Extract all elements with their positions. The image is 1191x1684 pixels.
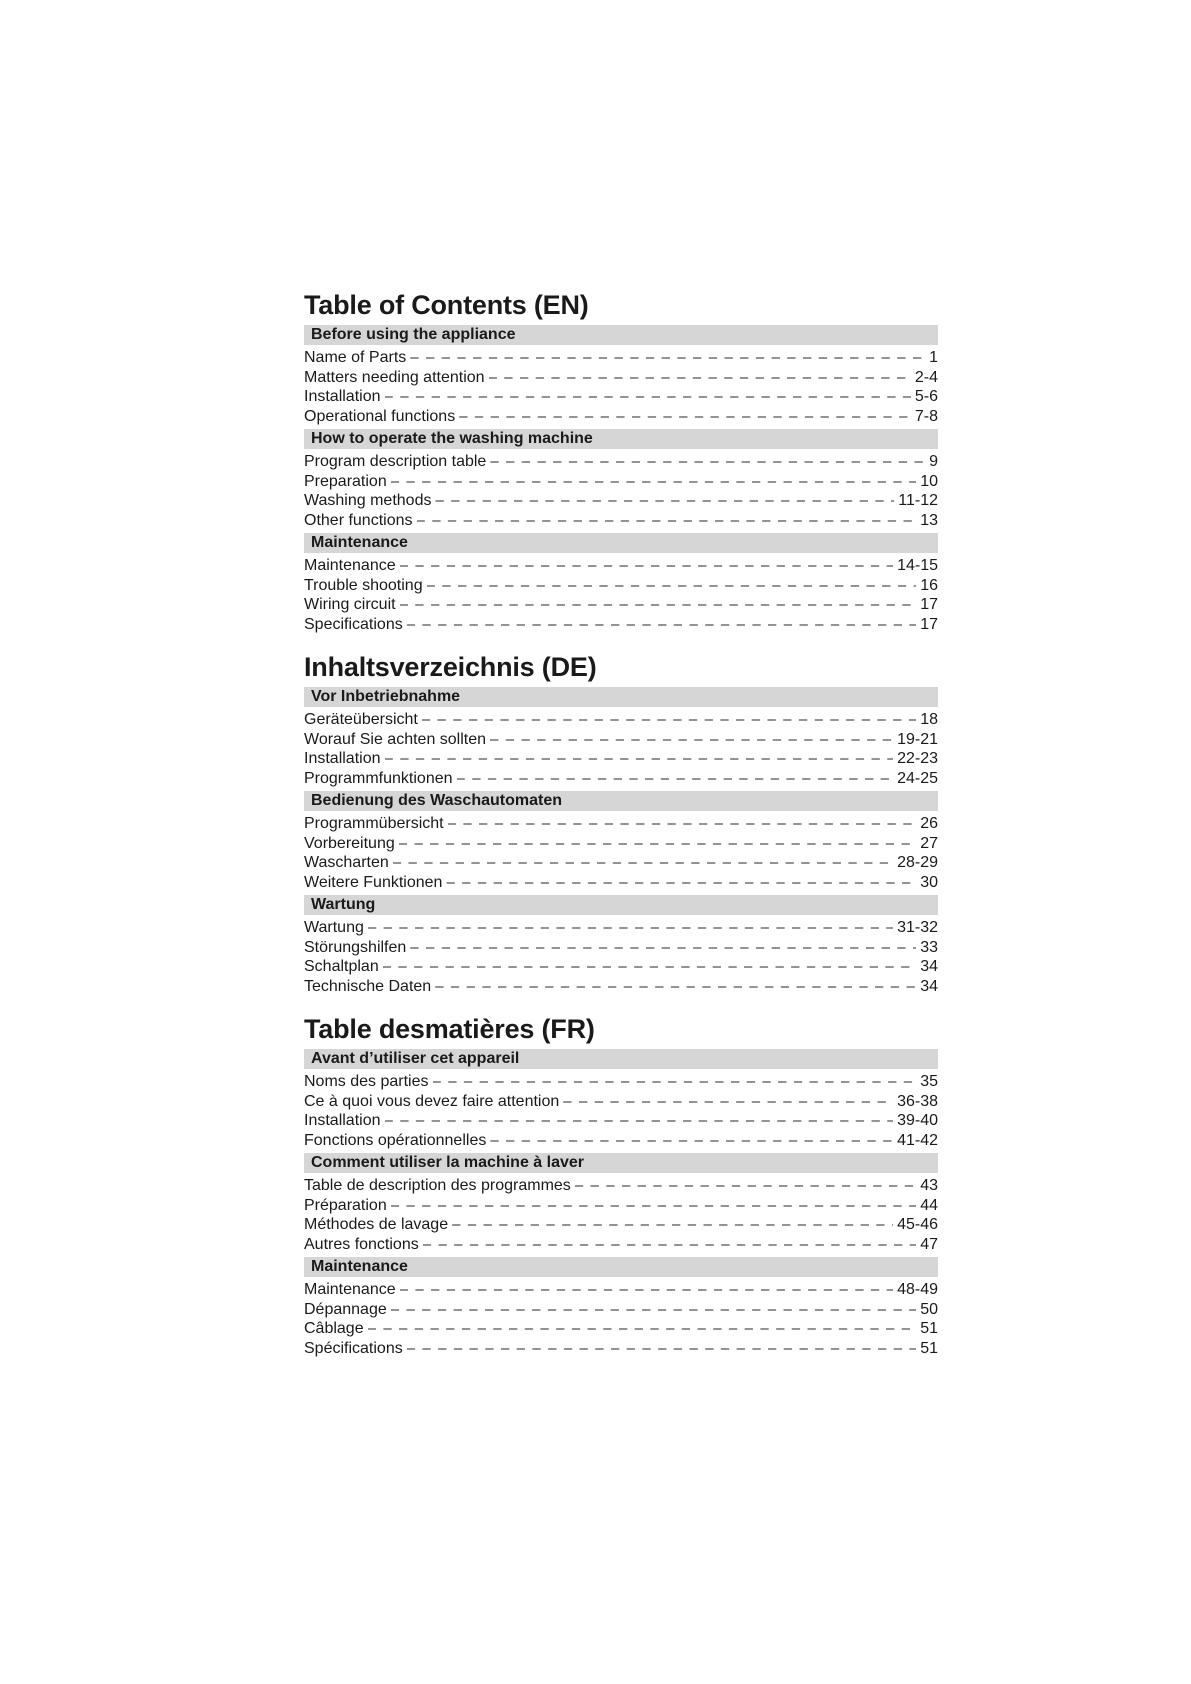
dotted-leader <box>410 348 925 368</box>
toc-title: Table of Contents (EN) <box>304 290 589 320</box>
dotted-leader <box>575 1176 916 1196</box>
entry-label: Installation <box>304 1112 381 1129</box>
entry-page-number: 35 <box>920 1073 938 1090</box>
entry-page-number: 24-25 <box>897 769 938 787</box>
group-header: Comment utiliser la machine à laver <box>304 1153 938 1173</box>
toc-entry[interactable] <box>304 1092 938 1112</box>
toc-title: Inhaltsverzeichnis (DE) <box>304 652 597 682</box>
entry-label: Programmfunktionen <box>304 769 453 787</box>
group-header: Wartung <box>304 895 938 915</box>
dotted-leader <box>490 730 893 750</box>
entry-label: Spécifications <box>304 1339 403 1357</box>
entry-page-number: 43 <box>920 1177 938 1194</box>
entry-label: Wascharten <box>304 854 389 871</box>
entry-label: Other functions <box>304 511 413 529</box>
toc-entry[interactable] <box>304 1280 938 1300</box>
toc-entry[interactable] <box>304 1300 938 1320</box>
dotted-leader <box>459 407 911 427</box>
toc-entry[interactable] <box>304 1111 938 1131</box>
toc-entry[interactable] <box>304 1131 938 1151</box>
entry-label: Câblage <box>304 1320 364 1337</box>
entry-page-number: 17 <box>920 596 938 613</box>
dotted-leader <box>368 1319 917 1339</box>
dotted-leader <box>383 957 916 977</box>
toc-entry[interactable] <box>304 348 938 368</box>
toc-entry[interactable] <box>304 1215 938 1235</box>
entry-label: Méthodes de lavage <box>304 1216 449 1233</box>
entry-label: Schaltplan <box>304 958 379 975</box>
dotted-leader <box>417 511 917 531</box>
entry-label: Dépannage <box>304 1300 387 1318</box>
entry-label: Noms des parties <box>304 1073 429 1090</box>
toc-entry[interactable] <box>304 730 938 750</box>
entry-label: Fonctions opérationnelles <box>304 1131 487 1149</box>
toc-title: Table desmatières (FR) <box>304 1014 595 1044</box>
entry-list <box>304 710 938 788</box>
entry-label: Autres fonctions <box>304 1235 419 1253</box>
entry-list <box>304 918 938 996</box>
entry-list <box>304 1280 938 1358</box>
entry-page-number: 7-8 <box>914 407 938 425</box>
toc-entry[interactable] <box>304 407 938 427</box>
entry-label: Maintenance <box>304 1281 396 1298</box>
entry-label: Washing methods <box>304 492 432 509</box>
entry-label: Préparation <box>304 1196 387 1214</box>
toc-entry[interactable] <box>304 387 938 407</box>
toc-section-en <box>304 288 938 634</box>
entry-page-number: 31-32 <box>897 919 938 936</box>
entry-label: Worauf Sie achten sollten <box>304 730 487 748</box>
group-header: Vor Inbetriebnahme <box>304 687 938 707</box>
dotted-leader <box>393 853 893 873</box>
entry-page-number: 45-46 <box>897 1216 938 1233</box>
entry-page-number: 14-15 <box>897 557 938 574</box>
toc-entry[interactable] <box>304 1196 938 1216</box>
entry-page-number: 10 <box>920 472 938 490</box>
entry-page-number: 17 <box>920 615 938 633</box>
dotted-leader <box>385 1111 894 1131</box>
dotted-leader <box>410 938 916 958</box>
toc-entry[interactable] <box>304 977 938 997</box>
entry-label: Installation <box>304 750 381 767</box>
entry-label: Operational functions <box>304 407 456 425</box>
dotted-leader <box>407 1339 916 1359</box>
toc-entry[interactable] <box>304 749 938 769</box>
group-header: Bedienung des Waschautomaten <box>304 791 938 811</box>
entry-label: Preparation <box>304 472 387 490</box>
toc-entry[interactable] <box>304 853 938 873</box>
entry-page-number: 16 <box>920 576 938 594</box>
entry-page-number: 34 <box>920 977 938 995</box>
entry-page-number: 33 <box>920 938 938 956</box>
toc-entry[interactable] <box>304 368 938 388</box>
group-header: How to operate the washing machine <box>304 429 938 449</box>
dotted-leader <box>368 918 893 938</box>
entry-list <box>304 452 938 530</box>
entry-label: Matters needing attention <box>304 368 485 386</box>
entry-label: Geräteübersicht <box>304 711 418 728</box>
entry-label: Program description table <box>304 453 487 470</box>
group-header: Before using the appliance <box>304 325 938 345</box>
toc-entry[interactable] <box>304 769 938 789</box>
entry-page-number: 50 <box>920 1300 938 1318</box>
toc-entry[interactable] <box>304 957 938 977</box>
entry-page-number: 13 <box>920 511 938 529</box>
entry-page-number: 2-4 <box>914 368 938 386</box>
toc-entry[interactable] <box>304 556 938 576</box>
dotted-leader <box>385 749 894 769</box>
entry-label: Installation <box>304 388 381 405</box>
table-of-contents <box>304 288 938 1358</box>
entry-label: Technische Daten <box>304 977 432 995</box>
toc-entry[interactable] <box>304 472 938 492</box>
dotted-leader <box>391 1196 916 1216</box>
entry-list <box>304 1176 938 1254</box>
entry-page-number: 34 <box>920 958 938 975</box>
entry-list <box>304 814 938 892</box>
dotted-leader <box>448 814 917 834</box>
toc-entry[interactable] <box>304 873 938 893</box>
toc-entry[interactable] <box>304 595 938 615</box>
toc-entry[interactable] <box>304 1319 938 1339</box>
toc-entry[interactable] <box>304 834 938 854</box>
entry-page-number: 19-21 <box>897 730 938 748</box>
entry-page-number: 22-23 <box>897 750 938 767</box>
entry-label: Name of Parts <box>304 349 407 366</box>
entry-page-number: 51 <box>920 1339 938 1357</box>
group-header: Maintenance <box>304 1257 938 1277</box>
toc-entry[interactable] <box>304 452 938 472</box>
entry-label: Programmübersicht <box>304 815 444 832</box>
entry-list <box>304 556 938 634</box>
toc-entry[interactable] <box>304 1176 938 1196</box>
entry-page-number: 1 <box>929 349 938 366</box>
entry-label: Maintenance <box>304 557 396 574</box>
entry-page-number: 11-12 <box>898 492 938 509</box>
toc-entry[interactable] <box>304 1072 938 1092</box>
toc-entry[interactable] <box>304 615 938 635</box>
entry-label: Table de description des programmes <box>304 1177 571 1194</box>
entry-page-number: 27 <box>920 834 938 852</box>
dotted-leader <box>563 1092 893 1112</box>
entry-list <box>304 1072 938 1150</box>
entry-label: Trouble shooting <box>304 576 423 594</box>
entry-page-number: 18 <box>920 711 938 728</box>
entry-page-number: 36-38 <box>897 1092 938 1110</box>
dotted-leader <box>400 1280 893 1300</box>
entry-list <box>304 348 938 426</box>
entry-page-number: 5-6 <box>914 388 938 405</box>
toc-entry[interactable] <box>304 938 938 958</box>
toc-entry[interactable] <box>304 576 938 596</box>
entry-page-number: 41-42 <box>897 1131 938 1149</box>
entry-label: Wartung <box>304 919 364 936</box>
entry-page-number: 44 <box>920 1196 938 1214</box>
dotted-leader <box>400 595 917 615</box>
entry-page-number: 47 <box>920 1235 938 1253</box>
entry-page-number: 9 <box>929 453 938 470</box>
entry-label: Vorbereitung <box>304 834 395 852</box>
toc-entry[interactable] <box>304 710 938 730</box>
dotted-leader <box>457 769 894 789</box>
dotted-leader <box>435 491 894 511</box>
toc-entry[interactable] <box>304 491 938 511</box>
dotted-leader <box>391 1300 916 1320</box>
toc-section-de <box>304 650 938 996</box>
toc-entry[interactable] <box>304 1339 938 1359</box>
dotted-leader <box>427 576 917 596</box>
dotted-leader <box>452 1215 893 1235</box>
entry-page-number: 26 <box>920 815 938 832</box>
group-header: Avant d’utiliser cet appareil <box>304 1049 938 1069</box>
toc-entry[interactable] <box>304 918 938 938</box>
dotted-leader <box>391 472 916 492</box>
dotted-leader <box>423 1235 916 1255</box>
toc-entry[interactable] <box>304 511 938 531</box>
entry-label: Weitere Funktionen <box>304 873 443 891</box>
entry-page-number: 48-49 <box>897 1281 938 1298</box>
dotted-leader <box>399 834 916 854</box>
toc-section-fr <box>304 1012 938 1358</box>
entry-page-number: 39-40 <box>897 1112 938 1129</box>
toc-entry[interactable] <box>304 814 938 834</box>
entry-label: Wiring circuit <box>304 596 396 613</box>
entry-page-number: 28-29 <box>897 854 938 871</box>
dotted-leader <box>407 615 916 635</box>
entry-label: Störungshilfen <box>304 938 407 956</box>
entry-label: Specifications <box>304 615 403 633</box>
entry-page-number: 30 <box>920 873 938 891</box>
toc-entry[interactable] <box>304 1235 938 1255</box>
dotted-leader <box>446 873 916 893</box>
dotted-leader <box>490 1131 893 1151</box>
dotted-leader <box>489 368 911 388</box>
dotted-leader <box>400 556 893 576</box>
entry-page-number: 51 <box>920 1320 938 1337</box>
dotted-leader <box>385 387 911 407</box>
dotted-leader <box>433 1072 917 1092</box>
group-header: Maintenance <box>304 533 938 553</box>
entry-label: Ce à quoi vous devez faire attention <box>304 1092 560 1110</box>
dotted-leader <box>490 452 925 472</box>
dotted-leader <box>422 710 916 730</box>
dotted-leader <box>435 977 916 997</box>
